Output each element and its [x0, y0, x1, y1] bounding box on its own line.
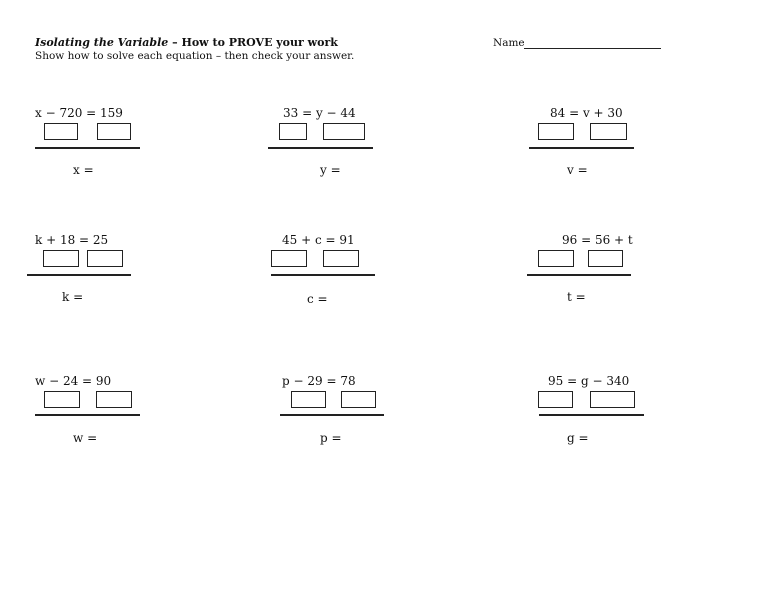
work-box-1a[interactable] — [44, 123, 78, 140]
work-box-6b[interactable] — [588, 250, 623, 267]
equation-1: x − 720 = 159 — [35, 106, 123, 120]
work-box-6a[interactable] — [538, 250, 574, 267]
worksheet-instructions: Show how to solve each equation – then check your answer. — [35, 50, 355, 62]
work-box-8b[interactable] — [341, 391, 376, 408]
name-label: Name — [493, 37, 525, 49]
work-box-2b[interactable] — [323, 123, 365, 140]
divider-line-8 — [280, 414, 384, 416]
divider-line-1 — [35, 147, 140, 149]
equation-3: 84 = v + 30 — [550, 106, 623, 120]
work-box-7a[interactable] — [44, 391, 80, 408]
divider-line-4 — [27, 274, 131, 276]
equation-7: w − 24 = 90 — [35, 374, 112, 388]
work-box-9a[interactable] — [538, 391, 573, 408]
divider-line-3 — [529, 147, 634, 149]
work-box-3a[interactable] — [538, 123, 574, 140]
title-italic: Isolating the Variable — [35, 36, 169, 49]
work-box-2a[interactable] — [279, 123, 307, 140]
equation-5: 45 + c = 91 — [282, 233, 355, 247]
work-box-9b[interactable] — [590, 391, 635, 408]
work-box-5a[interactable] — [271, 250, 307, 267]
divider-line-6 — [527, 274, 631, 276]
work-box-1b[interactable] — [97, 123, 131, 140]
divider-line-9 — [539, 414, 644, 416]
answer-label-9: g = — [567, 431, 589, 445]
worksheet-title — [35, 36, 338, 49]
work-box-7b[interactable] — [96, 391, 132, 408]
divider-line-7 — [35, 414, 140, 416]
answer-label-3: v = — [567, 163, 588, 177]
equation-2: 33 = y − 44 — [283, 106, 356, 120]
answer-label-8: p = — [320, 431, 342, 445]
work-box-3b[interactable] — [590, 123, 627, 140]
equation-9: 95 = g − 340 — [548, 374, 630, 388]
answer-label-1: x = — [73, 163, 94, 177]
answer-label-4: k = — [62, 290, 84, 304]
work-box-4b[interactable] — [87, 250, 123, 267]
equation-8: p − 29 = 78 — [282, 374, 356, 388]
answer-label-5: c = — [307, 292, 328, 306]
title-rest: – How to PROVE your work — [168, 36, 338, 49]
divider-line-5 — [271, 274, 375, 276]
equation-6: 96 = 56 + t — [562, 233, 633, 247]
answer-label-7: w = — [73, 431, 98, 445]
work-box-5b[interactable] — [323, 250, 359, 267]
work-box-8a[interactable] — [291, 391, 326, 408]
name-field[interactable] — [524, 48, 661, 49]
equation-4: k + 18 = 25 — [35, 233, 109, 247]
divider-line-2 — [268, 147, 373, 149]
answer-label-2: y = — [320, 163, 341, 177]
work-box-4a[interactable] — [43, 250, 79, 267]
answer-label-6: t = — [567, 290, 586, 304]
